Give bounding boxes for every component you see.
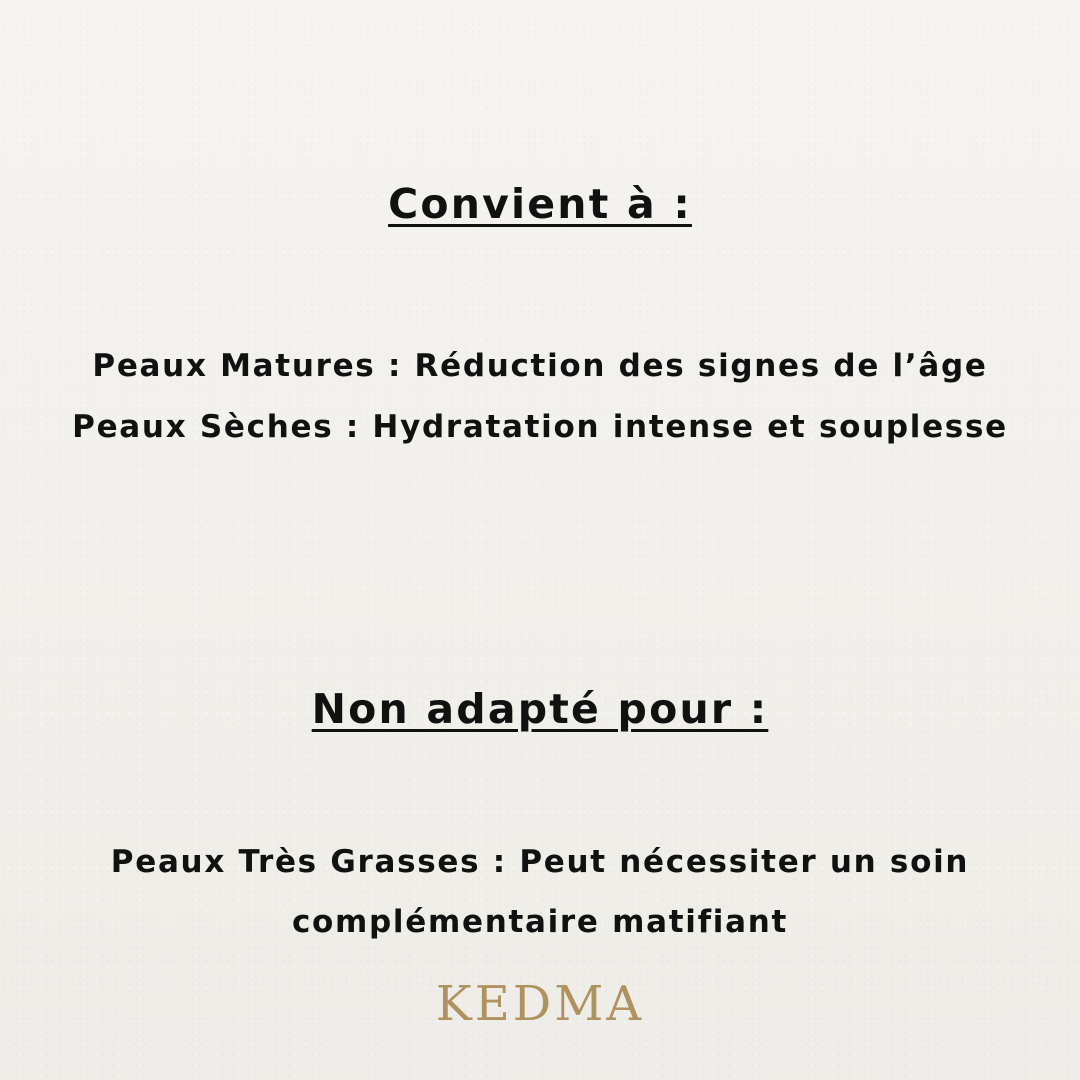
not-suitable-heading: Non adapté pour : (311, 685, 769, 734)
not-suitable-item-oily-skin: Peaux Très Grasses : Peut nécessiter un soin (110, 844, 970, 880)
suitable-item-dry-skin: Peaux Sèches : Hydratation intense et souplesse (72, 409, 1008, 445)
suitable-item-mature-skin: Peaux Matures : Réduction des signes de l’âge (92, 348, 988, 384)
not-suitable-item-oily-skin-continued: complémentaire matifiant (291, 904, 789, 940)
brand-logo: KEDMA (435, 976, 645, 1032)
suitable-heading: Convient à : (388, 180, 692, 229)
